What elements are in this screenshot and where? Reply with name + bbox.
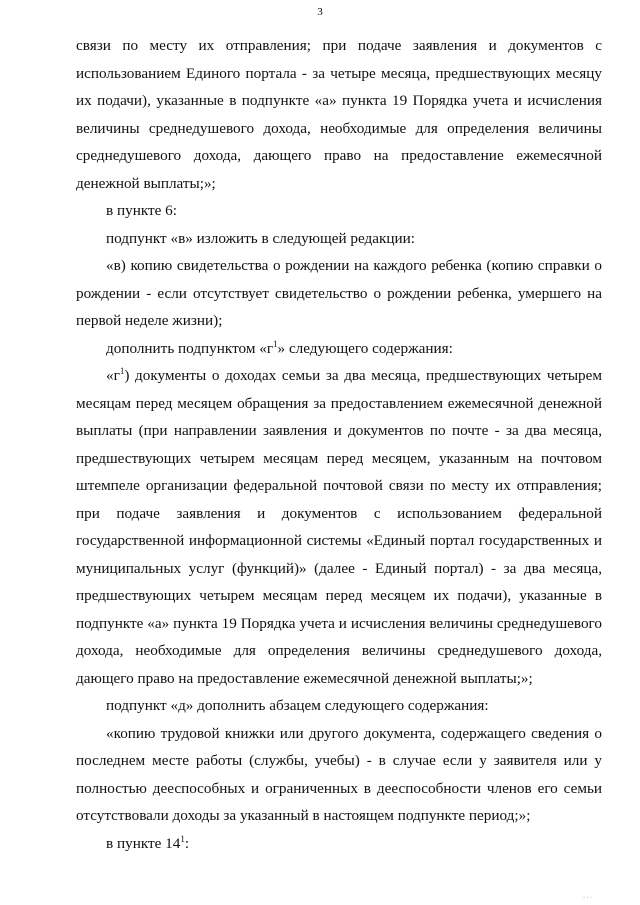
text-run: ) документы о доходах семьи за два месяца, предшествующих четырем месяцам перед месяцем обращения за предоставлением ежемесячной денежной выплаты (при направлении заявления и документов по почте - за два месяца, предшествующих четырем месяцам перед месяцем, указанным на почтовом штемпеле организации федеральной почтовой связи по месту их отправления; при подаче заявления и документов с использованием федеральной государственной информационной системы «Единый портал государственных и муниципальных услуг (функций)» (далее - Единый портал) - за два месяца, предшествующих четырем месяцам перед месяцем их подачи), указанные в подпункте «а» пункта 19 Порядка учета и исчисления величины среднедушевого дохода, необходимые для определения величины среднедушевого дохода, дающего право на предоставление ежемесячной денежной выплаты;»;: [76, 367, 602, 687]
superscript: 1: [273, 338, 278, 349]
text-run: связи по месту их отправления; при подаче заявления и документов с использованием Единого портала - за четыре месяца, предшествующих месяцу их подачи), указанные в подпункте «а» пункта 19 Порядка учета и исчисления величины среднедушевого дохода, необходимые для определения величины среднедушевого дохода, дающего право на предоставление ежемесячной денежной выплаты;»;: [76, 37, 602, 192]
text-run: в пункте 14: [106, 834, 181, 852]
superscript: 1: [119, 366, 125, 376]
paragraph-p8: [76, 720, 602, 830]
corner-mark: · · ·: [583, 895, 592, 901]
page-number: 3: [317, 6, 323, 18]
text-run: » следующего содержания:: [277, 339, 453, 357]
text-run: :: [184, 834, 190, 852]
superscript: 1: [180, 833, 185, 844]
text-run: подпункт «д» дополнить абзацем следующего содержания:: [106, 697, 489, 714]
text-run: в пункте 6:: [106, 202, 177, 219]
paragraph-p3: [76, 225, 602, 253]
paragraph-p5: [76, 335, 602, 363]
paragraph-p9: [76, 830, 602, 858]
document-body: [76, 32, 602, 857]
text-run: «г: [106, 367, 120, 384]
paragraph-p1: [76, 32, 602, 197]
paragraph-p2: [76, 197, 602, 225]
paragraph-p7: [76, 692, 602, 720]
text-run: «в) копию свидетельства о рождении на каждого ребенка (копию справки о рождении - если отсутствует свидетельство о рождении ребенка, умершего на первой неделе жизни);: [76, 257, 602, 329]
paragraph-p4: [76, 252, 602, 335]
text-run: дополнить подпунктом «г: [106, 339, 274, 357]
paragraph-p6: [76, 362, 602, 692]
text-run: подпункт «в» изложить в следующей редакции:: [106, 229, 415, 247]
text-run: «копию трудовой книжки или другого документа, содержащего сведения о последнем месте работы (службы, учебы) - в случае если у заявителя или у полностью дееспособных и ограниченных в дееспособности членов его семьи отсутствовали доходы за указанный в настоящем подпункте период;»;: [76, 724, 602, 824]
